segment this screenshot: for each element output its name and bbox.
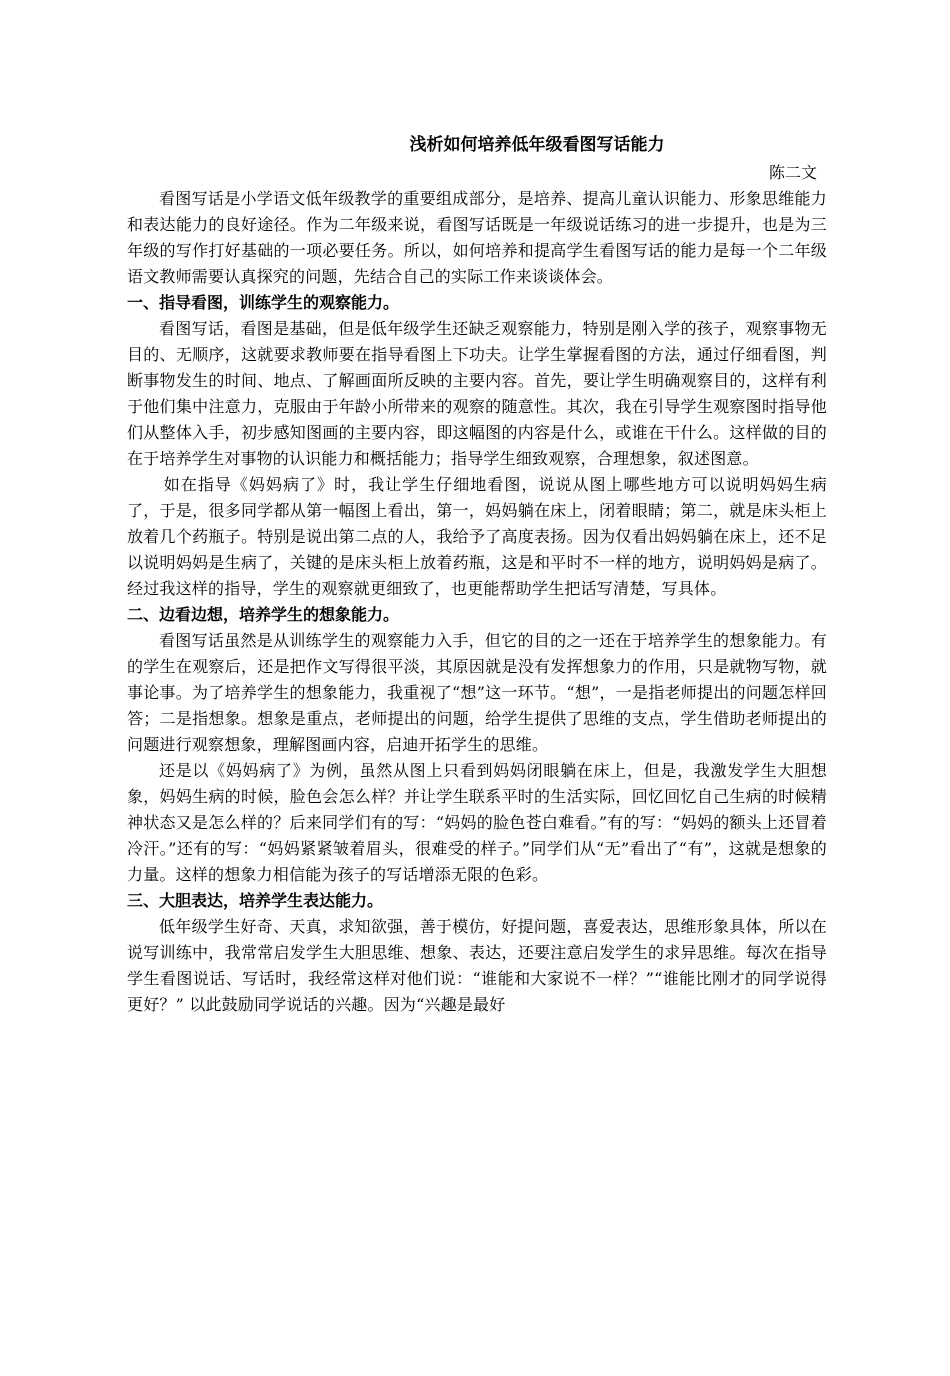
section-2-heading: 二、边看边想，培养学生的想象能力。	[127, 605, 400, 624]
document-author: 陈二文	[768, 163, 817, 182]
section-1-paragraph-2: 如在指导《妈妈病了》时，我让学生仔细地看图，说说从图上哪些地方可以说明妈妈生病了，于是，很多同学都从第一幅图上看出，第一，妈妈躺在床上，闭着眼睛；第二，就是床头柜上放着几个药瓶子。特别是说出第二点的人，我给予了高度表扬。因为仅看出妈妈躺在床上，还不足以说明妈妈是生病了，关键的是床头柜上放着药瓶，这是和平时不一样的地方，说明妈妈是病了。经过我这样的指导，学生的观察就更细致了，也更能帮助学生把话写清楚，写具体。	[127, 475, 827, 598]
section-1-heading: 一、指导看图，训练学生的观察能力。	[127, 293, 400, 312]
intro-paragraph: 看图写话是小学语文低年级教学的重要组成部分，是培养、提高儿童认识能力、形象思维能力和表达能力的良好途径。作为二年级来说，看图写话既是一年级说话练习的进一步提升，也是为三年级的写作打好基础的一项必要任务。所以，如何培养和提高学生看图写话的能力是每一个二年级语文教师需要认真探究的问题，先结合自己的实际工作来谈谈体会。	[127, 189, 827, 286]
section-2-paragraph-1: 看图写话虽然是从训练学生的观察能力入手，但它的目的之一还在于培养学生的想象能力。有的学生在观察后，还是把作文写得很平淡，其原因就是没有发挥想象力的作用，只是就物写物，就事论事。为了培养学生的想象能力，我重视了“想”这一环节。“想”，一是指老师提出的问题怎样回答；二是指想象。想象是重点，老师提出的问题，给学生提供了思维的支点，学生借助老师提出的问题进行观察想象，理解图画内容，启迪开拓学生的思维。	[127, 631, 827, 754]
section-3-heading: 三、大胆表达，培养学生表达能力。	[127, 891, 384, 910]
document-title: 浅析如何培养低年级看图写话能力	[409, 135, 665, 155]
section-2-paragraph-2: 还是以《妈妈病了》为例，虽然从图上只看到妈妈闭眼躺在床上，但是，我激发学生大胆想象，妈妈生病的时候，脸色会怎么样？并让学生联系平时的生活实际，回忆回忆自己生病的时候精神状态又是怎么样的？后来同学们有的写：“妈妈的脸色苍白难看。”有的写：“妈妈的额头上还冒着冷汗。”还有的写：“妈妈紧紧皱着眉头，很难受的样子。”同学们从“无”看出了“有”，这就是想象的力量。这样的想象力相信能为孩子的写话增添无限的色彩。	[127, 761, 827, 884]
document-page	[127, 130, 827, 1018]
section-3-paragraph-1: 低年级学生好奇、天真，求知欲强，善于模仿，好提问题，喜爱表达，思维形象具体，所以在说写训练中，我常常启发学生大胆思维、想象、表达，还要注意启发学生的求异思维。每次在指导学生看图说话、写话时，我经常这样对他们说：“谁能和大家说不一样？”“谁能比刚才的同学说得更好？” 以此鼓励同学说话的兴趣。因为“兴趣是最好	[127, 917, 827, 1014]
section-1-paragraph-1: 看图写话，看图是基础，但是低年级学生还缺乏观察能力，特别是刚入学的孩子，观察事物无目的、无顺序，这就要求教师要在指导看图上下功夫。让学生掌握看图的方法，通过仔细看图，判断事物发生的时间、地点、了解画面所反映的主要内容。首先，要让学生明确观察目的，这样有利于他们集中注意力，克服由于年龄小所带来的观察的随意性。其次，我在引导学生观察图时指导他们从整体入手，初步感知图画的主要内容，即这幅图的内容是什么，或谁在干什么。这样做的目的在于培养学生对事物的认识能力和概括能力；指导学生细致观察，合理想象，叙述图意。	[127, 319, 827, 468]
